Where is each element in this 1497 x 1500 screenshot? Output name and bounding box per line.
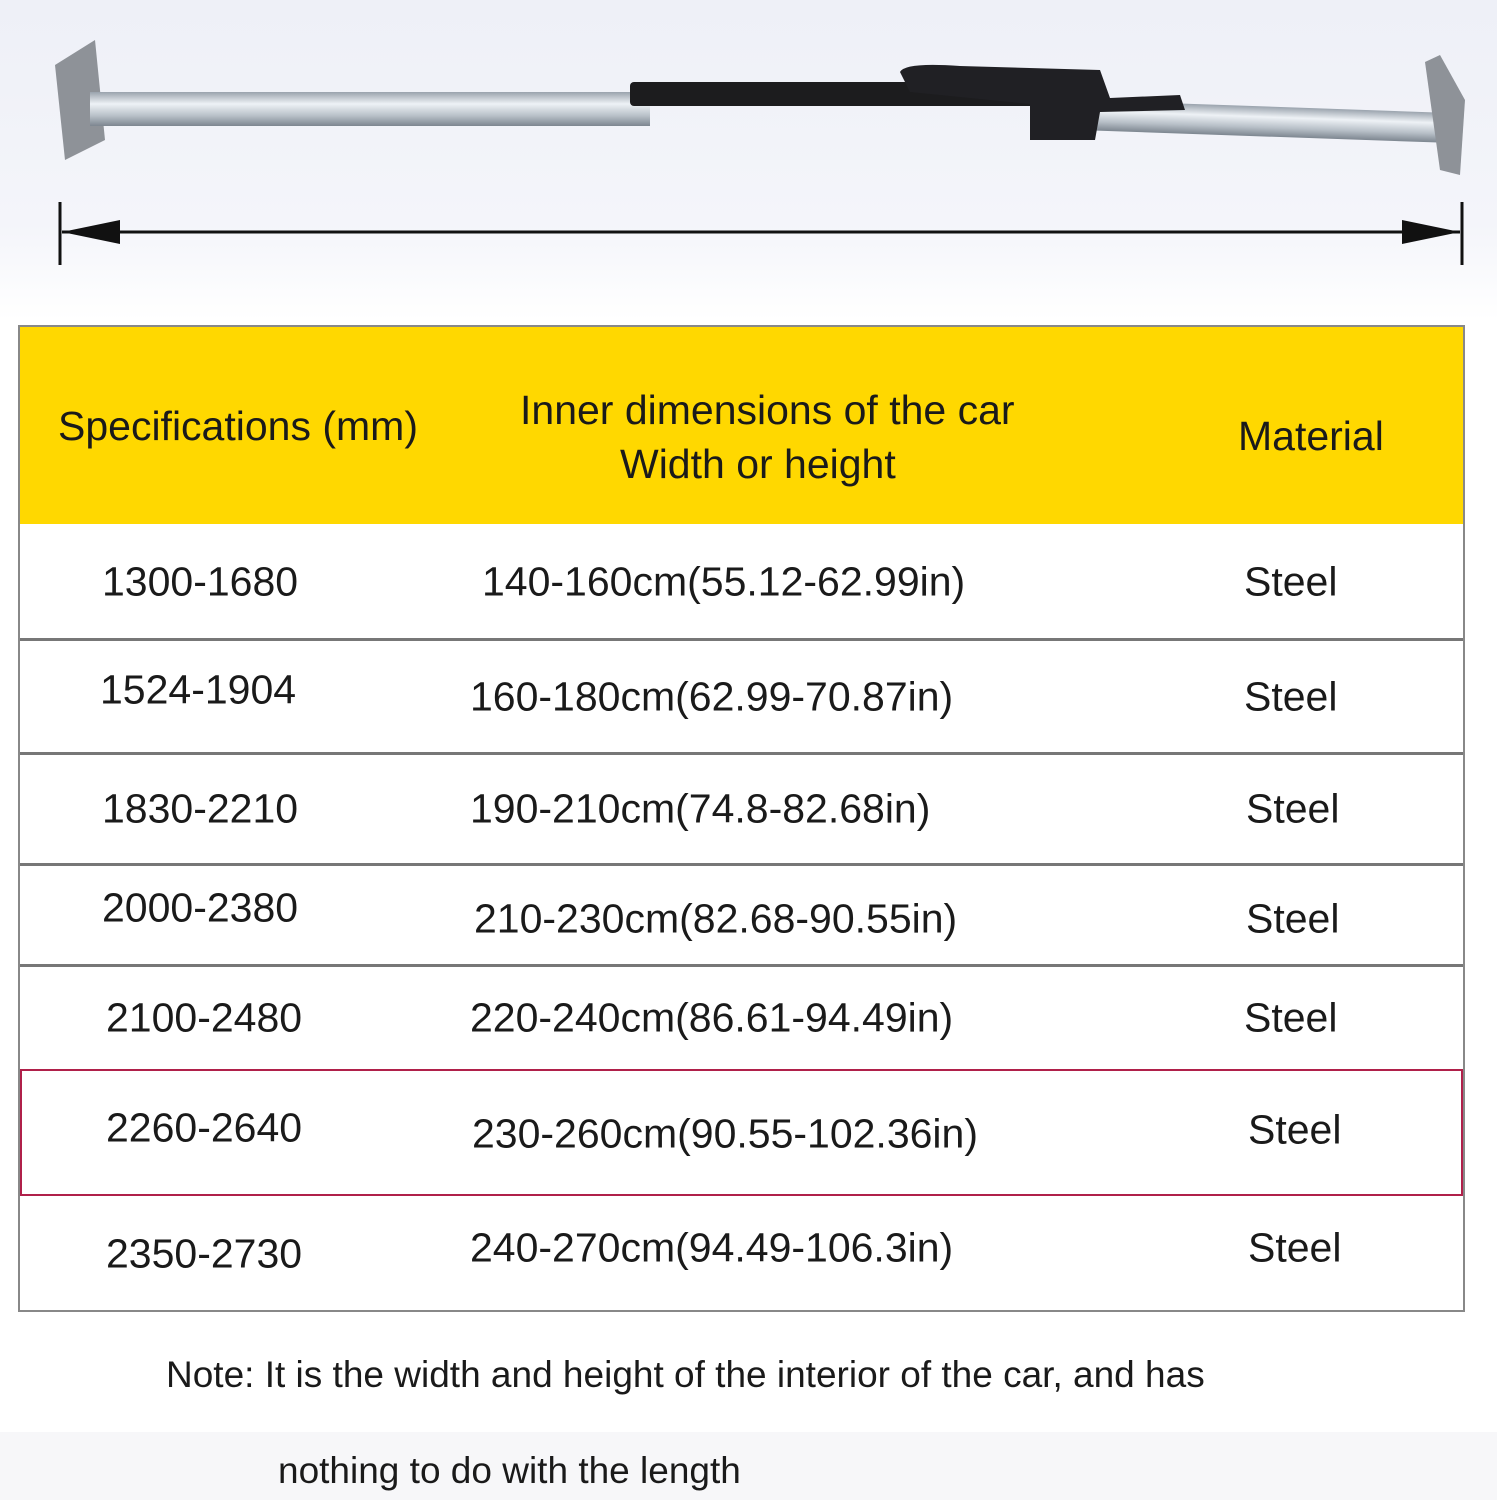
material-cell: Steel bbox=[1246, 785, 1340, 832]
inner-cell: 210-230cm(82.68-90.55in) bbox=[474, 895, 958, 942]
spec-cell: 1524-1904 bbox=[100, 666, 297, 713]
material-cell: Steel bbox=[1248, 1224, 1342, 1271]
table-row bbox=[20, 964, 1463, 1069]
material-cell: Steel bbox=[1244, 994, 1338, 1041]
header-specifications: Specifications (mm) bbox=[58, 403, 418, 449]
note-background bbox=[0, 1432, 1497, 1500]
note-line-2: nothing to do with the length bbox=[278, 1450, 741, 1491]
material-cell: Steel bbox=[1244, 673, 1338, 719]
spec-cell: 2350-2730 bbox=[106, 1230, 303, 1276]
table-row bbox=[20, 524, 1463, 640]
left-tube bbox=[90, 92, 650, 126]
inner-cell: 190-210cm(74.8-82.68in) bbox=[470, 785, 931, 832]
inner-cell: 240-270cm(94.49-106.3in) bbox=[470, 1224, 954, 1271]
spec-cell: 2260-2640 bbox=[106, 1104, 303, 1151]
material-cell: Steel bbox=[1244, 558, 1338, 605]
inner-cell: 230-260cm(90.55-102.36in) bbox=[472, 1110, 978, 1157]
arrow-right-icon bbox=[1402, 220, 1460, 244]
cargo-bar-illustration bbox=[0, 0, 1497, 320]
inner-cell: 140-160cm(55.12-62.99in) bbox=[482, 558, 966, 605]
spec-cell: 2100-2480 bbox=[106, 994, 303, 1041]
table-row bbox=[20, 863, 1463, 965]
header-width-or-height: Width or height bbox=[620, 441, 896, 487]
spec-cell: 2000-2380 bbox=[102, 884, 299, 931]
inner-cell: 220-240cm(86.61-94.49in) bbox=[470, 994, 954, 1041]
material-cell: Steel bbox=[1246, 895, 1340, 942]
inner-cell: 160-180cm(62.99-70.87in) bbox=[470, 673, 954, 719]
material-cell: Steel bbox=[1248, 1106, 1342, 1153]
spec-table bbox=[18, 325, 1465, 1312]
table-row bbox=[20, 1195, 1463, 1312]
arrow-left-icon bbox=[62, 220, 120, 244]
note-line-1: Note: It is the width and height of the interior of the car, and has bbox=[166, 1354, 1205, 1395]
header-material: Material bbox=[1238, 413, 1384, 459]
cargo-bar-photo bbox=[0, 0, 1497, 320]
table-row bbox=[20, 752, 1463, 863]
table-row-highlighted bbox=[20, 1069, 1463, 1196]
table-header bbox=[20, 327, 1463, 524]
table-row bbox=[20, 638, 1463, 752]
spec-cell: 1830-2210 bbox=[102, 785, 299, 832]
header-inner-dimensions: Inner dimensions of the car bbox=[520, 387, 1015, 433]
spec-cell: 1300-1680 bbox=[102, 558, 299, 605]
